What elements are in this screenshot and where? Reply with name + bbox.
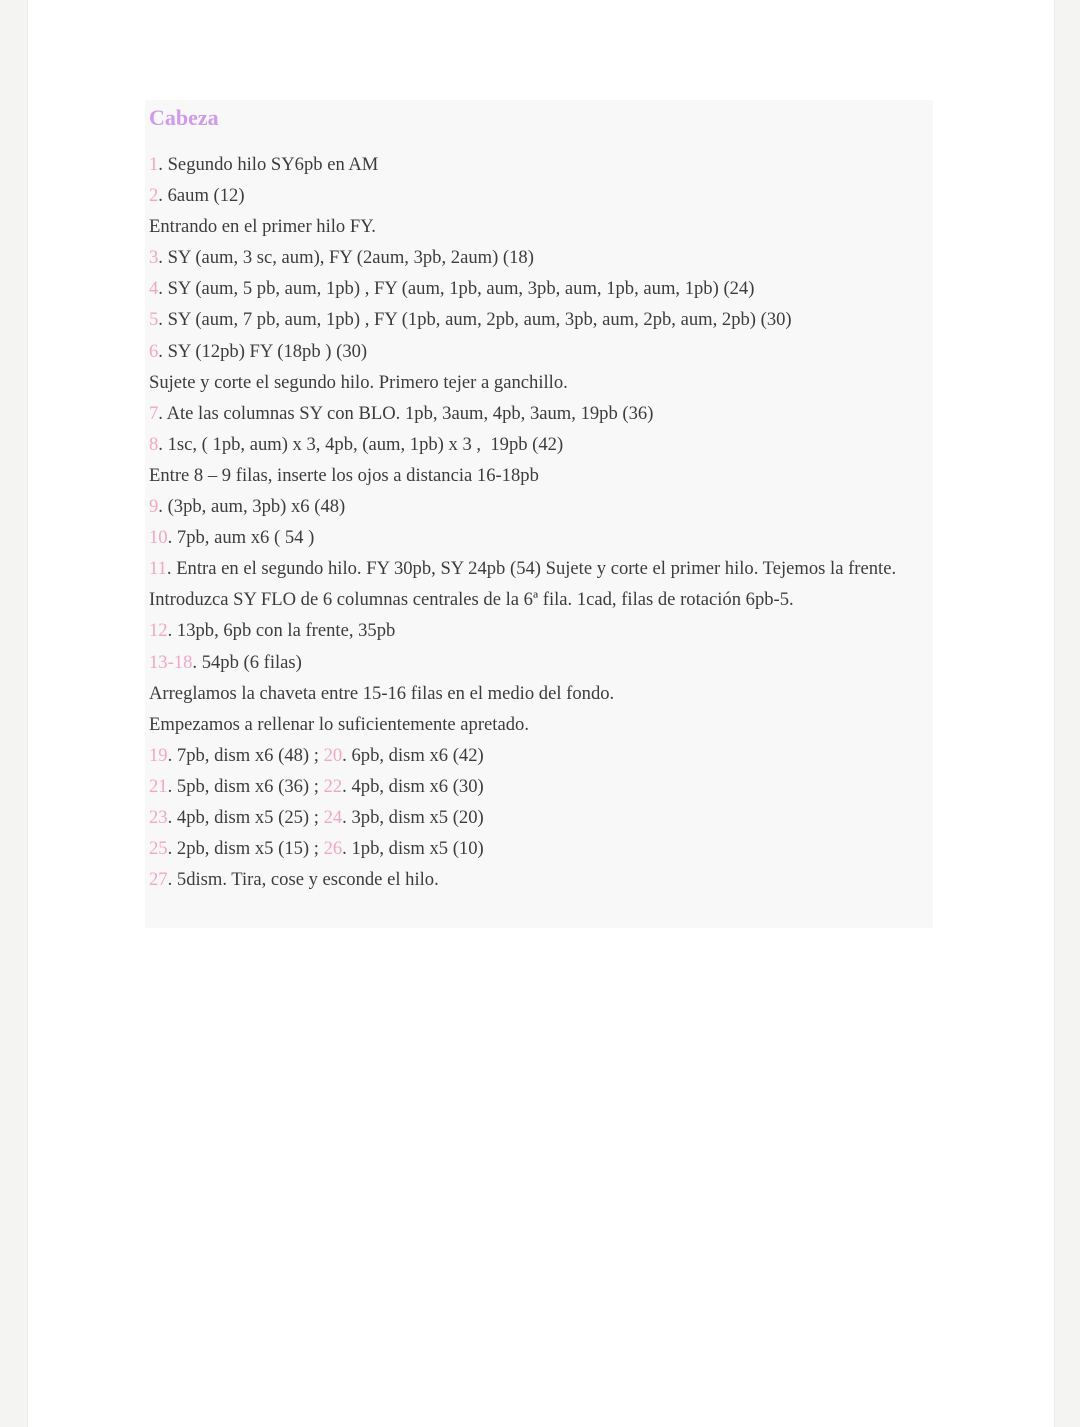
row-text: . Segundo hilo SY6pb en AM (158, 154, 379, 175)
instruction-row (149, 771, 929, 802)
pattern-section (145, 100, 933, 928)
note-text: Entre 8 – 9 filas, inserte los ojos a distancia 16-18pb (149, 464, 539, 486)
row-number: 2 (149, 185, 159, 207)
instruction-row (149, 553, 929, 584)
instruction-note (149, 211, 929, 242)
row-number: 13-18 (149, 651, 193, 673)
instruction-row (149, 802, 929, 833)
note-text: Sujete y corte el segundo hilo. Primero tejer a ganchillo. (149, 371, 568, 393)
row-number: 26 (323, 838, 343, 860)
row-number: 5 (149, 309, 159, 331)
row-text: . SY (aum, 7 pb, aum, 1pb) , FY (1pb, aum, 2pb, aum, 3pb, aum, 2pb, aum, 2pb) (30) (158, 309, 792, 331)
row-text: . SY (aum, 5 pb, aum, 1pb) , FY (aum, 1pb, aum, 3pb, aum, 1pb, aum, 1pb) (24) (158, 278, 755, 300)
row-number: 9 (149, 496, 159, 518)
note-text: Introduzca SY FLO de 6 columnas centrales de la 6ª fila. 1cad, filas de rotación 6pb-5. (149, 589, 794, 611)
row-text: . Entra en el segundo hilo. FY 30pb, SY 24pb (54) Sujete y corte el primer hilo. Tejemos la frente. (166, 558, 897, 580)
row-text: . 1sc, ( 1pb, aum) x 3, 4pb, (aum, 1pb) x 3 , 19pb (42) (158, 433, 564, 455)
instruction-row (149, 522, 929, 553)
instruction-row (149, 304, 929, 335)
instruction-note (149, 460, 929, 491)
instruction-row (149, 242, 929, 273)
row-number: 27 (149, 869, 168, 891)
instruction-note (149, 709, 929, 740)
row-number: 3 (149, 247, 159, 269)
row-text: . SY (aum, 3 sc, aum), FY (2aum, 3pb, 2aum) (18) (158, 247, 534, 269)
row-number: 20 (323, 744, 343, 766)
row-number: 11 (149, 558, 167, 580)
row-text: . (3pb, aum, 3pb) x6 (48) (158, 496, 346, 518)
row-number: 22 (323, 775, 343, 797)
row-text: . 5dism. Tira, cose y esconde el hilo. (167, 869, 439, 891)
row-number: 6 (149, 340, 159, 362)
row-text: . 1pb, dism x5 (10) (342, 838, 484, 860)
instruction-row (149, 180, 929, 211)
instruction-row (149, 149, 929, 180)
instruction-note (149, 584, 929, 615)
row-number: 8 (149, 433, 159, 455)
instruction-row (149, 615, 929, 646)
row-number: 7 (149, 402, 159, 424)
row-number: 10 (149, 527, 168, 549)
row-number: 24 (323, 806, 343, 828)
row-text: . 7pb, dism x6 (48) ; (167, 744, 324, 766)
row-text: . 2pb, dism x5 (15) ; (167, 838, 324, 860)
row-text: . 54pb (6 filas) (192, 651, 302, 673)
instruction-row (149, 864, 929, 895)
note-text: Arreglamos la chaveta entre 15-16 filas en el medio del fondo. (149, 682, 615, 704)
row-text: . 3pb, dism x5 (20) (342, 806, 484, 828)
note-text: Empezamos a rellenar lo suficientemente apretado. (149, 713, 529, 735)
row-number: 25 (149, 838, 168, 860)
instruction-row (149, 833, 929, 864)
section-title: Cabeza (149, 105, 219, 130)
instruction-note (149, 678, 929, 709)
instruction-row (149, 398, 929, 429)
row-number: 21 (149, 775, 168, 797)
note-text: Entrando en el primer hilo FY. (149, 216, 376, 238)
instruction-note (149, 367, 929, 398)
row-text: . 4pb, dism x6 (30) (342, 775, 484, 797)
document-page (27, 0, 1055, 1427)
row-text: . 5pb, dism x6 (36) ; (167, 775, 324, 797)
row-number: 19 (149, 744, 168, 766)
instruction-row (149, 429, 929, 460)
instruction-list (149, 149, 929, 895)
instruction-row (149, 740, 929, 771)
row-text: . Ate las columnas SY con BLO. 1pb, 3aum, 4pb, 3aum, 19pb (36) (158, 402, 654, 424)
row-text: . 13pb, 6pb con la frente, 35pb (167, 620, 396, 642)
row-number: 23 (149, 806, 168, 828)
row-number: 12 (149, 620, 168, 642)
row-number: 1 (149, 154, 159, 175)
row-number: 4 (149, 278, 159, 300)
row-text: . SY (12pb) FY (18pb ) (30) (158, 340, 368, 362)
instruction-row (149, 647, 929, 678)
row-text: . 7pb, aum x6 ( 54 ) (167, 527, 315, 549)
row-text: . 6aum (12) (158, 185, 245, 207)
instruction-row (149, 491, 929, 522)
instruction-row (149, 273, 929, 304)
row-text: . 6pb, dism x6 (42) (342, 744, 484, 766)
instruction-row (149, 336, 929, 367)
row-text: . 4pb, dism x5 (25) ; (167, 806, 324, 828)
